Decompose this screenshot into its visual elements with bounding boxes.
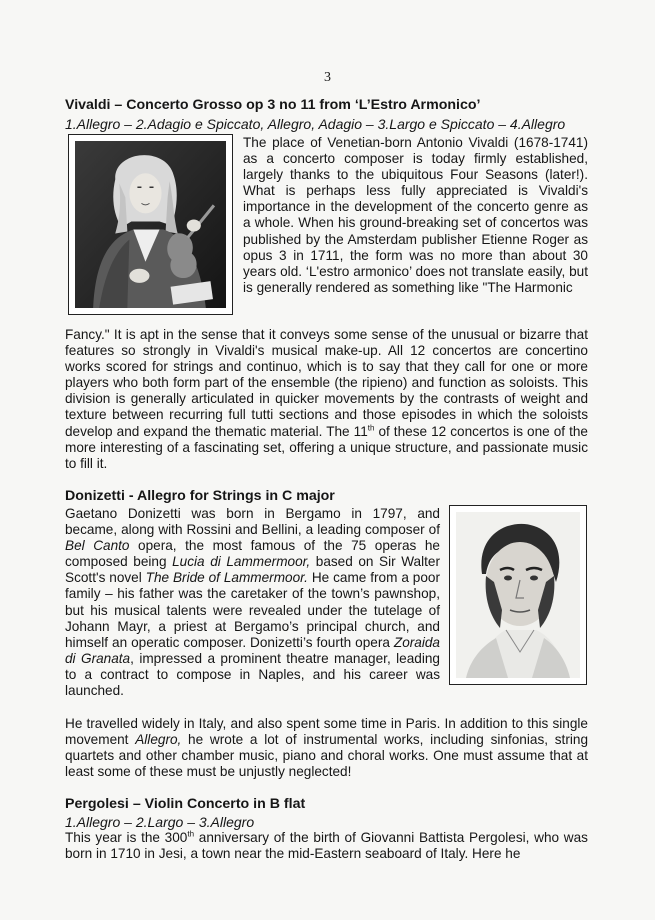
page-number: 3	[324, 70, 331, 85]
vivaldi-text-full	[65, 327, 588, 472]
italic-title: Lucia di Lammermoor,	[172, 554, 311, 570]
italic-title: Zoraida di Granata	[65, 634, 440, 666]
vivaldi-heading: Vivaldi – Concerto Grosso op 3 no 11 from ‘L’Estro Armonico’	[65, 97, 481, 113]
ordinal-suffix: th	[187, 829, 195, 839]
text-run: he wrote a lot of instrumental works, including sinfonias, string quartets and other chamber music, piano and choral works. One must assume that at least some of these must be unjustly neglected!	[65, 732, 588, 780]
text-run: , impressed a prominent theatre manager, leading to a contract to compose in Naples, and his career was launched.	[65, 650, 440, 699]
vivaldi-portrait	[68, 134, 233, 315]
text-run: anniversary of the birth of Giovanni Battista Pergolesi, who was born in 1710 in Jesi, a town near the mid-Eastern seaboard of Italy. Here he	[65, 830, 588, 862]
vivaldi-text-c: of these 12 concertos is one of the more interesting of a fascinating set, offering a unique structure, and passionate music to fill it.	[65, 423, 588, 471]
donizetti-paragraph-2	[65, 716, 588, 780]
pergolesi-paragraph	[65, 830, 588, 862]
donizetti-portrait	[449, 505, 587, 685]
pergolesi-movements: 1.Allegro – 2.Largo – 3.Allegro	[65, 814, 255, 830]
vivaldi-text-b: Fancy." It is apt in the sense that it conveys some sense of the unusual or bizarre that features so strongly in Vivaldi's musical make-up. All 12 concertos are concertino works scored for strings and continuo, which is to say that they call for one or more players who both form part of the ensemble (the ripieno) and function as soloists. This division is generally articulated in quicker movements by the contrasts of weight and texture between recurring full tutti sections and those episodes in which the soloists develop and expand the thematic material. The 11	[65, 327, 588, 439]
text-run: He came from a poor family – his father was the caretaker of the town’s pawnshop, but his musical talents were revealed under the tutelage of Johann Mayr, a priest at Bergamo’s principal church, and himself an operatic composer. Donizetti’s fourth opera	[65, 570, 440, 650]
donizetti-paragraph-1	[65, 506, 440, 699]
vivaldi-movements: 1.Allegro – 2.Adagio e Spiccato, Allegro, Adagio – 3.Largo e Spiccato – 4.Allegro	[65, 116, 566, 132]
vivaldi-text-wrapped: The place of Venetian-born Antonio Vivaldi (1678-1741) as a concerto composer is today firmly established, largely thanks to the ubiquitous Four Seasons (later!). What is perhaps less fully appreciated is Vivaldi's importance in the development of the concerto genre as a whole. When his ground-breaking set of concertos was published by the Amsterdam publisher Etienne Roger as opus 3 in 1711, the form was no more than about 30 years old. ‘L'estro armonico’ does not translate easily, but is generally rendered as something like "The Harmonic	[243, 135, 588, 295]
text-run: This year is the 300	[65, 830, 188, 845]
ordinal-suffix: th	[367, 423, 375, 433]
text-run: opera, the most famous of the 75 operas he composed being	[65, 538, 440, 570]
donizetti-heading: Donizetti - Allegro for Strings in C major	[65, 488, 335, 504]
text-run: Gaetano Donizetti was born in Bergamo in 1797, and became, along with Rossini and Bellini, a leading composer of	[65, 506, 440, 538]
italic-title: Bel Canto	[65, 538, 130, 554]
italic-title: Allegro,	[135, 732, 182, 748]
text-run: He travelled widely in Italy, and also spent some time in Paris. In addition to this single movement	[65, 716, 588, 748]
donizetti-portrait-image	[456, 512, 580, 678]
vivaldi-portrait-image	[75, 141, 226, 308]
italic-title: The Bride of Lammermoor.	[145, 570, 308, 586]
pergolesi-heading: Pergolesi – Violin Concerto in B flat	[65, 796, 306, 812]
text-run: based on Sir Walter Scott's novel	[65, 554, 440, 586]
